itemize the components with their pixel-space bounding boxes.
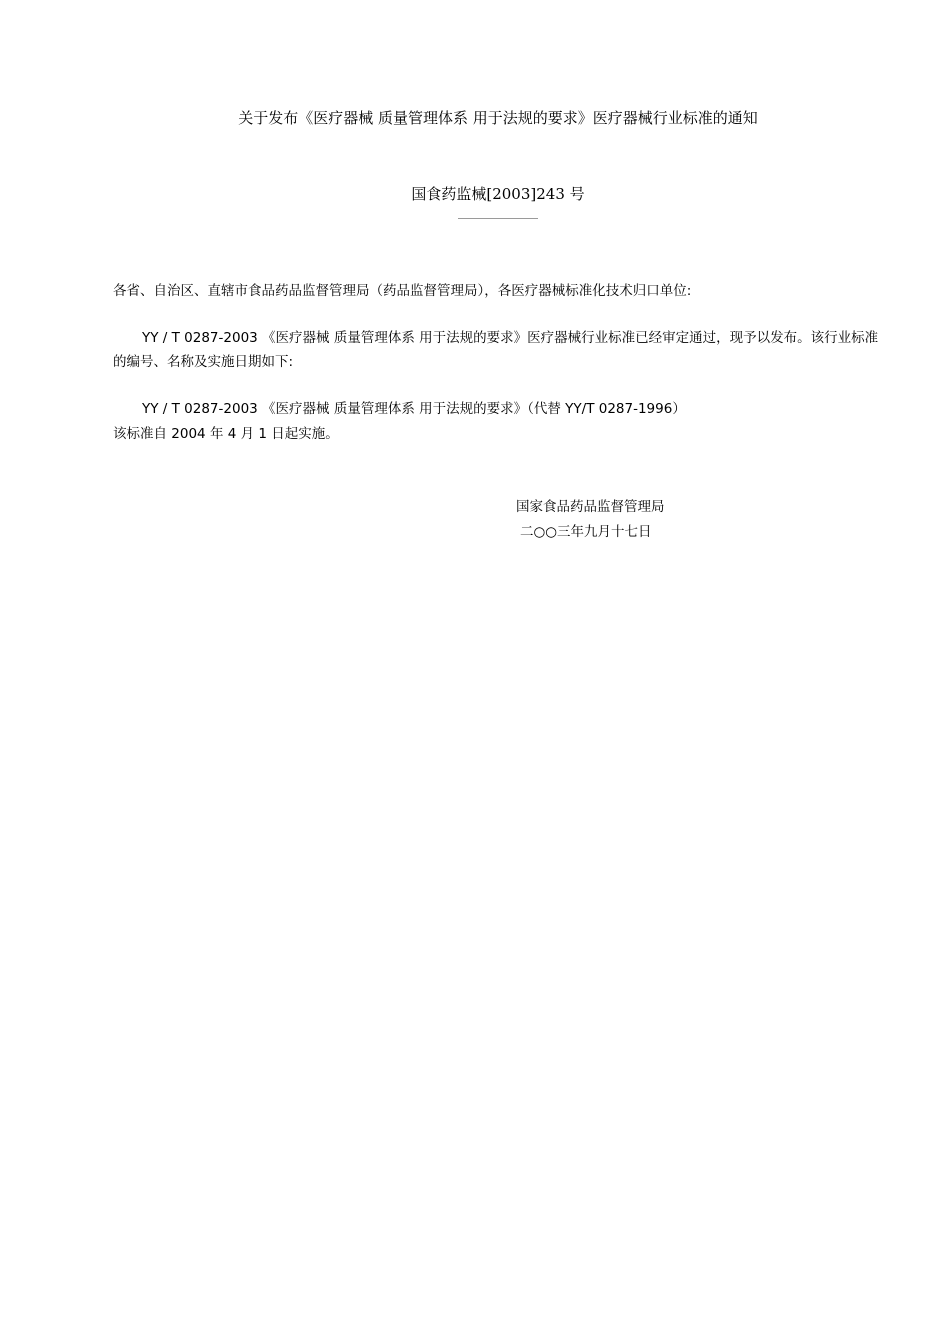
signature-organization: 国家食品药品监督管理局 (516, 499, 665, 515)
document-title: 关于发布《医疗器械 质量管理体系 用于法规的要求》医疗器械行业标准的通知 (238, 109, 758, 127)
standard-listing: YY / T 0287-2003 《医疗器械 质量管理体系 用于法规的要求》（代替 YY/T 0287-1996） (142, 401, 686, 417)
document-number: 国食药监械[2003]243 号 (411, 185, 585, 203)
signature-block (516, 495, 665, 545)
signature-date: 二○○三年九月十七日 (520, 524, 652, 540)
announcement-paragraph: YY / T 0287-2003 《医疗器械 质量管理体系 用于法规的要求》医疗器械行业标准已经审定通过，现予以发布。该行业标准的编号、名称及实施日期如下: (113, 330, 879, 370)
title-divider (458, 218, 538, 219)
effective-date-line: 该标准自 2004 年 4 月 1 日起实施。 (113, 426, 339, 442)
addressee-line: 各省、自治区、直辖市食品药品监督管理局（药品监督管理局），各医疗器械标准化技术归口单位: (113, 283, 692, 299)
